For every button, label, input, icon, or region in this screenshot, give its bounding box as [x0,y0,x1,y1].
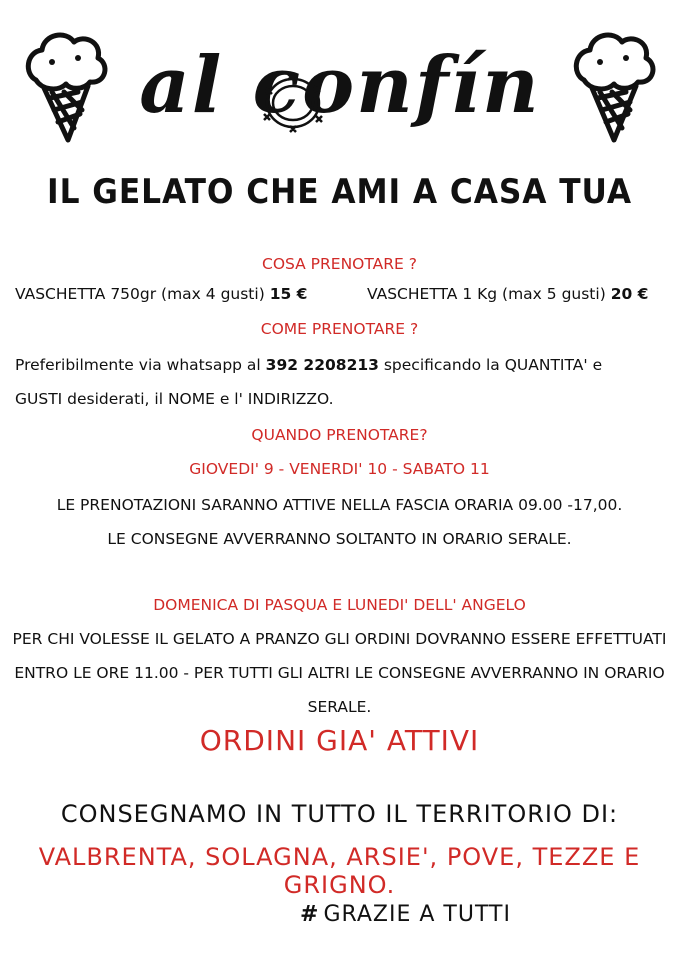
when-title: QUANDO PRENOTARE? [251,426,428,444]
easter-line-3: SERALE. [307,698,372,716]
product-label: VASCHETTA 1 Kg (max 5 gusti) [367,285,606,303]
how-title: COME PRENOTARE ? [260,320,419,338]
price-row [15,285,665,309]
orders-active-banner: ORDINI GIA' ATTIVI [199,724,480,757]
how-line-2: GUSTI desiderati, il NOME e l' INDIRIZZO. [15,390,334,408]
thanks-text: GRAZIE A TUTTI [323,902,511,927]
product-item-750gr [15,285,307,303]
delivery-title: CONSEGNAMO IN TUTTO IL TERRITORIO DI: [60,800,619,828]
brand-logo: al confín [139,40,541,131]
hashtag-icon: # [300,902,320,927]
what-title: COSA PRENOTARE ? [262,255,417,273]
headline: IL GELATO CHE AMI A CASA TUA [47,172,632,212]
ice-cream-cone-icon [22,28,110,148]
product-price: 20 € [610,285,649,303]
product-price: 15 € [269,285,308,303]
when-line-2: LE CONSEGNE AVVERRANNO SOLTANTO IN ORARIO SERALE. [107,530,572,548]
ice-cream-cone-icon [570,28,658,148]
thanks-line [300,902,511,927]
delivery-towns: VALBRENTA, SOLAGNA, ARSIE', POVE, TEZZE E GRIGNO. [38,843,641,899]
phone-number: 392 2208213 [265,356,379,374]
how-line-1 [15,354,665,376]
when-line-1: LE PRENOTAZIONI SARANNO ATTIVE NELLA FASCIA ORARIA 09.00 -17,00. [56,496,623,514]
how-text: Preferibilmente via whatsapp al [15,356,261,374]
barbed-wire-icon [258,68,328,138]
easter-line-2: ENTRO LE ORE 11.00 - PER TUTTI GLI ALTRI LE CONSEGNE AVVERRANNO IN ORARIO [14,664,665,682]
product-item-1kg [367,285,648,303]
when-days: GIOVEDI' 9 - VENERDI' 10 - SABATO 11 [189,460,490,478]
easter-line-1: PER CHI VOLESSE IL GELATO A PRANZO GLI ORDINI DOVRANNO ESSERE EFFETTUATI [12,630,667,648]
logo-row [0,14,679,144]
product-label: VASCHETTA 750gr (max 4 gusti) [15,285,265,303]
how-text: specificando la QUANTITA' e [383,356,603,374]
easter-title: DOMENICA DI PASQUA E LUNEDI' DELL' ANGELO [153,596,526,614]
